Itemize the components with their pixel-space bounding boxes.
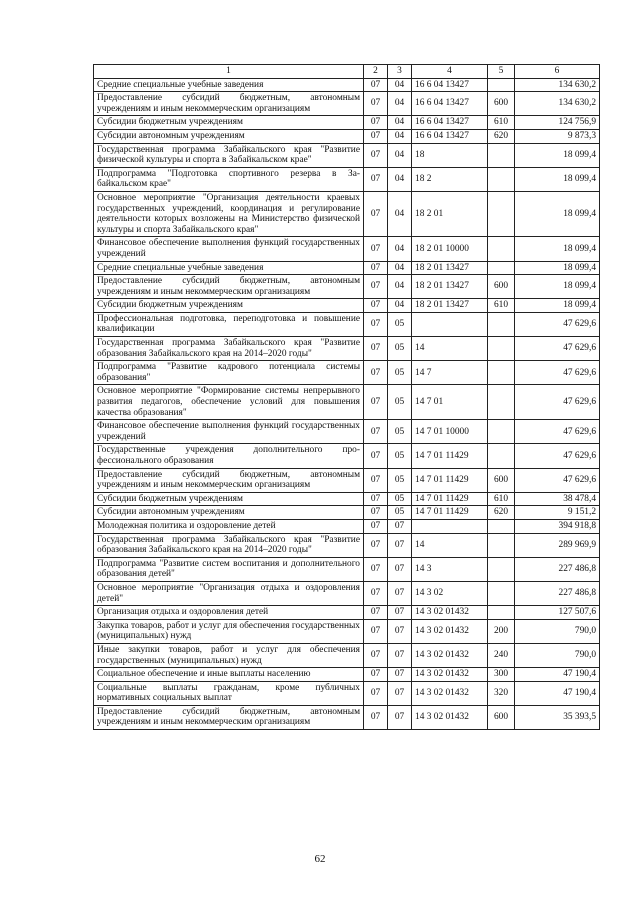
row-name: Субсидии бюджетным учреждениям: [94, 299, 364, 313]
row-name: Закупка товаров, работ и услуг для обеспечения государственных (муниципальных) нужд: [94, 619, 364, 643]
row-sum: 9 873,3: [515, 129, 600, 143]
row-rz: 07: [364, 519, 388, 533]
row-vr: 320: [488, 681, 515, 705]
row-name: Финансовое обеспечение выполнения функций государственных учреждений: [94, 420, 364, 444]
row-csr: 18 2 01: [412, 191, 488, 236]
row-csr: 14 3: [412, 557, 488, 581]
table-row: [94, 668, 600, 682]
row-pr: 04: [388, 78, 412, 92]
row-name: Субсидии автономным учреждениям: [94, 506, 364, 520]
row-sum: 18 099,4: [515, 275, 600, 299]
row-csr: 14 3 02 01432: [412, 643, 488, 667]
table-row: [94, 191, 600, 236]
row-csr: 18 2 01 10000: [412, 237, 488, 261]
row-name: Средние специальные учебные заведения: [94, 261, 364, 275]
table-row: [94, 619, 600, 643]
row-sum: 18 099,4: [515, 143, 600, 167]
row-vr: 240: [488, 643, 515, 667]
row-sum: 9 151,2: [515, 506, 600, 520]
row-vr: [488, 385, 515, 420]
row-sum: 18 099,4: [515, 237, 600, 261]
row-name: Иные закупки товаров, работ и услуг для обеспечения государственных (муниципальных) нужд: [94, 643, 364, 667]
row-vr: 600: [488, 705, 515, 729]
row-rz: 07: [364, 361, 388, 385]
row-sum: 18 099,4: [515, 167, 600, 191]
row-pr: 07: [388, 619, 412, 643]
header-col-1: 1: [94, 65, 364, 79]
row-pr: 05: [388, 361, 412, 385]
row-csr: 14: [412, 533, 488, 557]
row-name: Социальное обеспечение и иные выплаты населению: [94, 668, 364, 682]
row-rz: 07: [364, 337, 388, 361]
row-rz: 07: [364, 299, 388, 313]
row-pr: 04: [388, 129, 412, 143]
row-csr: 14 7 01 11429: [412, 444, 488, 468]
row-name: Государственная программа Забайкальского края "Развитие физической культуры и спорта в Забайкальском крае": [94, 143, 364, 167]
page-number: 62: [314, 853, 326, 865]
row-sum: 47 190,4: [515, 668, 600, 682]
row-csr: 18: [412, 143, 488, 167]
row-name: Предоставление субсидий бюджетным, автономным учреждениям и иным некоммерческим организациям: [94, 275, 364, 299]
row-pr: 05: [388, 444, 412, 468]
header-col-4: 4: [412, 65, 488, 79]
row-vr: [488, 312, 515, 336]
table-row: [94, 681, 600, 705]
row-vr: 300: [488, 668, 515, 682]
table-row: [94, 237, 600, 261]
table-row: [94, 299, 600, 313]
row-vr: [488, 337, 515, 361]
row-sum: 47 629,6: [515, 468, 600, 492]
row-sum: 289 969,9: [515, 533, 600, 557]
row-sum: 227 486,8: [515, 557, 600, 581]
row-name: Основное мероприятие "Формирование системы непрерывного развития педагогов, обеспечение условий для повышения качества образования": [94, 385, 364, 420]
row-pr: 05: [388, 385, 412, 420]
row-pr: 07: [388, 668, 412, 682]
row-vr: [488, 533, 515, 557]
row-sum: 38 478,4: [515, 492, 600, 506]
row-pr: 07: [388, 681, 412, 705]
row-rz: 07: [364, 619, 388, 643]
row-rz: 07: [364, 468, 388, 492]
table-row: [94, 444, 600, 468]
row-pr: 04: [388, 167, 412, 191]
table-row: [94, 167, 600, 191]
row-vr: [488, 237, 515, 261]
row-rz: 07: [364, 581, 388, 605]
row-pr: 05: [388, 468, 412, 492]
row-csr: 18 2 01 13427: [412, 299, 488, 313]
row-csr: 14 3 02 01432: [412, 705, 488, 729]
row-vr: 600: [488, 275, 515, 299]
budget-table: [93, 64, 600, 730]
row-rz: 07: [364, 143, 388, 167]
row-rz: 07: [364, 492, 388, 506]
row-pr: 05: [388, 312, 412, 336]
table-row: [94, 705, 600, 729]
table-row: [94, 78, 600, 92]
row-name: Профессиональная подготовка, переподготовка и повышение квалификации: [94, 312, 364, 336]
header-col-6: 6: [515, 65, 600, 79]
row-pr: 07: [388, 581, 412, 605]
row-name: Средние специальные учебные заведения: [94, 78, 364, 92]
row-name: Основное мероприятие "Организация отдыха и оздоровления детей": [94, 581, 364, 605]
row-sum: 47 629,6: [515, 361, 600, 385]
row-name: Предоставление субсидий бюджетным, автономным учреждениям и иным некоммерческим организациям: [94, 468, 364, 492]
row-rz: 07: [364, 92, 388, 116]
row-csr: 14 7: [412, 361, 488, 385]
row-name: Организация отдыха и оздоровления детей: [94, 606, 364, 620]
row-rz: 07: [364, 668, 388, 682]
row-csr: 18 2: [412, 167, 488, 191]
row-rz: 07: [364, 275, 388, 299]
row-vr: [488, 444, 515, 468]
table-row: [94, 420, 600, 444]
row-sum: 18 099,4: [515, 299, 600, 313]
row-rz: 07: [364, 643, 388, 667]
row-csr: 14 7 01 11429: [412, 506, 488, 520]
row-pr: 07: [388, 533, 412, 557]
row-rz: 07: [364, 237, 388, 261]
row-sum: 47 629,6: [515, 385, 600, 420]
row-rz: 07: [364, 191, 388, 236]
row-rz: 07: [364, 420, 388, 444]
row-pr: 05: [388, 420, 412, 444]
row-csr: 16 6 04 13427: [412, 129, 488, 143]
row-sum: 47 629,6: [515, 337, 600, 361]
row-vr: 600: [488, 468, 515, 492]
row-rz: 07: [364, 606, 388, 620]
row-rz: 07: [364, 116, 388, 130]
row-csr: 14 7 01 11429: [412, 468, 488, 492]
row-vr: [488, 519, 515, 533]
row-name: Предоставление субсидий бюджетным, автономным учреждениям и иным некоммерческим организациям: [94, 705, 364, 729]
table-row: [94, 143, 600, 167]
row-vr: [488, 78, 515, 92]
row-csr: [412, 312, 488, 336]
row-name: Социальные выплаты гражданам, кроме публичных нормативных социальных выплат: [94, 681, 364, 705]
row-sum: 394 918,8: [515, 519, 600, 533]
row-rz: 07: [364, 557, 388, 581]
row-csr: 14 7 01: [412, 385, 488, 420]
table-row: [94, 129, 600, 143]
table-row: [94, 385, 600, 420]
row-pr: 05: [388, 506, 412, 520]
table-row: [94, 557, 600, 581]
row-pr: 07: [388, 705, 412, 729]
row-csr: 14 7 01 11429: [412, 492, 488, 506]
table-row: [94, 506, 600, 520]
row-vr: 610: [488, 299, 515, 313]
row-csr: 18 2 01 13427: [412, 275, 488, 299]
row-pr: 04: [388, 143, 412, 167]
row-vr: [488, 261, 515, 275]
row-rz: 07: [364, 312, 388, 336]
row-sum: 790,0: [515, 619, 600, 643]
row-sum: 35 393,5: [515, 705, 600, 729]
row-csr: 14 3 02 01432: [412, 606, 488, 620]
header-col-2: 2: [364, 65, 388, 79]
table-row: [94, 606, 600, 620]
row-sum: 47 629,6: [515, 444, 600, 468]
row-vr: 610: [488, 116, 515, 130]
table-row: [94, 361, 600, 385]
row-rz: 07: [364, 129, 388, 143]
row-vr: 200: [488, 619, 515, 643]
row-pr: 04: [388, 275, 412, 299]
row-rz: 07: [364, 681, 388, 705]
row-vr: [488, 606, 515, 620]
row-vr: [488, 420, 515, 444]
row-vr: 600: [488, 92, 515, 116]
row-csr: [412, 519, 488, 533]
row-name: Подпрограмма "Подготовка спортивного резерва в Забайкальском крае": [94, 167, 364, 191]
table-row: [94, 92, 600, 116]
table-row: [94, 312, 600, 336]
row-rz: 07: [364, 261, 388, 275]
table-row: [94, 468, 600, 492]
row-name: Молодежная политика и оздоровление детей: [94, 519, 364, 533]
row-csr: 14 3 02: [412, 581, 488, 605]
row-vr: 620: [488, 129, 515, 143]
row-sum: 127 507,6: [515, 606, 600, 620]
row-pr: 04: [388, 116, 412, 130]
row-name: Субсидии бюджетным учреждениям: [94, 116, 364, 130]
row-vr: [488, 557, 515, 581]
table-row: [94, 275, 600, 299]
row-vr: [488, 361, 515, 385]
table-row: [94, 533, 600, 557]
row-vr: [488, 191, 515, 236]
table-row: [94, 337, 600, 361]
row-pr: 05: [388, 337, 412, 361]
row-name: Субсидии автономным учреждениям: [94, 129, 364, 143]
row-pr: 07: [388, 519, 412, 533]
row-pr: 04: [388, 237, 412, 261]
table-row: [94, 643, 600, 667]
row-csr: 14: [412, 337, 488, 361]
row-sum: 227 486,8: [515, 581, 600, 605]
row-csr: 14 7 01 10000: [412, 420, 488, 444]
row-rz: 07: [364, 506, 388, 520]
row-name: Подпрограмма "Развитие систем воспитания и дополнительного образования детей": [94, 557, 364, 581]
table-row: [94, 492, 600, 506]
header-col-5: 5: [488, 65, 515, 79]
row-rz: 07: [364, 78, 388, 92]
row-pr: 07: [388, 643, 412, 667]
row-sum: 134 630,2: [515, 92, 600, 116]
row-sum: 790,0: [515, 643, 600, 667]
row-sum: 47 629,6: [515, 312, 600, 336]
row-pr: 04: [388, 92, 412, 116]
row-sum: 134 630,2: [515, 78, 600, 92]
row-pr: 04: [388, 299, 412, 313]
row-sum: 124 756,9: [515, 116, 600, 130]
header-row: [94, 65, 600, 79]
row-name: Предоставление субсидий бюджетным, автономным учреждениям и иным некоммерческим организациям: [94, 92, 364, 116]
row-csr: 14 3 02 01432: [412, 619, 488, 643]
row-name: Государственные учреждения дополнительного профессионального образования: [94, 444, 364, 468]
row-vr: [488, 167, 515, 191]
table-row: [94, 116, 600, 130]
row-csr: 18 2 01 13427: [412, 261, 488, 275]
row-sum: 18 099,4: [515, 191, 600, 236]
row-rz: 07: [364, 533, 388, 557]
row-name: Субсидии бюджетным учреждениям: [94, 492, 364, 506]
row-pr: 07: [388, 557, 412, 581]
row-name: Финансовое обеспечение выполнения функций государственных учреждений: [94, 237, 364, 261]
row-vr: [488, 143, 515, 167]
row-name: Основное мероприятие "Организация деятельности краевых государственных учреждений, координация и регулирование деятельности которых возложены на Министерство физической культуры и спорта Забайкальского края": [94, 191, 364, 236]
row-sum: 47 629,6: [515, 420, 600, 444]
row-pr: 04: [388, 191, 412, 236]
row-csr: 16 6 04 13427: [412, 116, 488, 130]
table-row: [94, 581, 600, 605]
row-name: Подпрограмма "Развитие кадрового потенциала системы образования": [94, 361, 364, 385]
row-sum: 18 099,4: [515, 261, 600, 275]
row-csr: 14 3 02 01432: [412, 668, 488, 682]
row-rz: 07: [364, 167, 388, 191]
row-vr: 610: [488, 492, 515, 506]
table-row: [94, 519, 600, 533]
row-sum: 47 190,4: [515, 681, 600, 705]
row-csr: 16 6 04 13427: [412, 78, 488, 92]
row-name: Государственная программа Забайкальского края "Развитие образования Забайкальского края на 2014–2020 годы": [94, 337, 364, 361]
row-name: Государственная программа Забайкальского края "Развитие образования Забайкальского края на 2014–2020 годы": [94, 533, 364, 557]
header-col-3: 3: [388, 65, 412, 79]
table-body: [94, 65, 600, 730]
row-pr: 05: [388, 492, 412, 506]
table-row: [94, 261, 600, 275]
row-pr: 04: [388, 261, 412, 275]
row-pr: 07: [388, 606, 412, 620]
row-rz: 07: [364, 444, 388, 468]
row-vr: 620: [488, 506, 515, 520]
row-csr: 14 3 02 01432: [412, 681, 488, 705]
row-vr: [488, 581, 515, 605]
row-rz: 07: [364, 705, 388, 729]
row-csr: 16 6 04 13427: [412, 92, 488, 116]
row-rz: 07: [364, 385, 388, 420]
